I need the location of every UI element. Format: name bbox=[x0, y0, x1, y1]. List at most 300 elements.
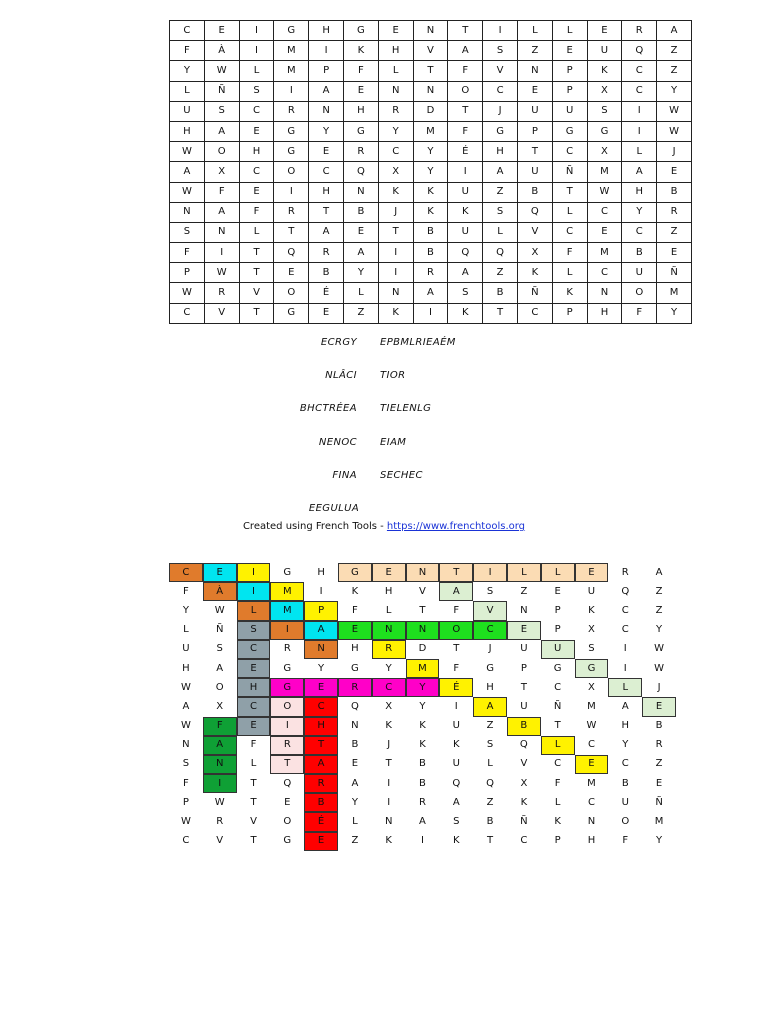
solution-cell: E bbox=[338, 621, 372, 640]
puzzle-cell: M bbox=[413, 121, 448, 141]
solution-cell: V bbox=[216, 835, 224, 847]
solution-cell: Y bbox=[656, 624, 663, 636]
puzzle-cell: E bbox=[587, 222, 622, 242]
word-row bbox=[0, 399, 768, 432]
solution-cell: N bbox=[587, 816, 596, 828]
solution-cell: U bbox=[452, 720, 460, 732]
solution-cell: T bbox=[250, 796, 257, 808]
solution-cell: W bbox=[214, 796, 225, 808]
puzzle-cell: H bbox=[378, 41, 413, 61]
word-item: TIELENLG bbox=[380, 403, 432, 415]
solution-cell: T bbox=[520, 681, 527, 693]
puzzle-cell: F bbox=[170, 41, 205, 61]
solution-cell: A bbox=[304, 621, 338, 640]
solution-row bbox=[169, 774, 676, 793]
solution-cell: W bbox=[214, 604, 225, 616]
solution-cell: H bbox=[486, 681, 494, 693]
solution-cell: T bbox=[304, 736, 338, 755]
puzzle-cell: F bbox=[343, 61, 378, 81]
solution-cell: Q bbox=[621, 585, 630, 597]
solution-cell: E bbox=[351, 758, 359, 770]
puzzle-cell: W bbox=[170, 182, 205, 202]
solution-cell: Q bbox=[519, 739, 528, 751]
solution-cell: Ñ bbox=[215, 624, 224, 636]
puzzle-cell: E bbox=[378, 21, 413, 41]
puzzle-cell: N bbox=[204, 222, 239, 242]
solution-cell: L bbox=[352, 816, 358, 828]
solution-cell: S bbox=[453, 816, 460, 828]
solution-cell: F bbox=[622, 835, 629, 847]
solution-cell: F bbox=[250, 739, 257, 751]
puzzle-cell: Ñ bbox=[517, 283, 552, 303]
puzzle-cell: N bbox=[517, 61, 552, 81]
puzzle-cell: I bbox=[483, 21, 518, 41]
solution-cell: N bbox=[384, 816, 393, 828]
puzzle-cell: E bbox=[343, 81, 378, 101]
puzzle-cell: C bbox=[309, 162, 344, 182]
solution-cell: C bbox=[237, 640, 271, 659]
puzzle-cell: Y bbox=[170, 61, 205, 81]
solution-cell: R bbox=[283, 643, 291, 655]
puzzle-cell: Q bbox=[483, 243, 518, 263]
puzzle-row bbox=[170, 283, 692, 303]
puzzle-cell: U bbox=[622, 263, 657, 283]
puzzle-cell: P bbox=[552, 81, 587, 101]
solution-cell: P bbox=[304, 601, 338, 620]
solution-cell: H bbox=[384, 585, 393, 597]
solution-cell: N bbox=[520, 604, 528, 616]
puzzle-cell: C bbox=[517, 303, 552, 323]
puzzle-cell: T bbox=[448, 21, 483, 41]
solution-cell: Y bbox=[351, 796, 358, 808]
puzzle-cell: Ñ bbox=[552, 162, 587, 182]
solution-cell: G bbox=[351, 662, 359, 674]
solution-cell: G bbox=[575, 659, 609, 678]
puzzle-cell: J bbox=[378, 202, 413, 222]
puzzle-cell: I bbox=[378, 263, 413, 283]
puzzle-cell: T bbox=[483, 303, 518, 323]
solution-cell: T bbox=[270, 755, 304, 774]
solution-cell: E bbox=[642, 697, 676, 716]
puzzle-cell: E bbox=[239, 182, 274, 202]
solution-cell: Z bbox=[486, 720, 494, 732]
puzzle-cell: K bbox=[343, 41, 378, 61]
puzzle-cell: R bbox=[343, 142, 378, 162]
puzzle-cell: P bbox=[552, 61, 587, 81]
puzzle-cell: E bbox=[517, 81, 552, 101]
solution-cell: R bbox=[338, 678, 372, 697]
puzzle-cell: F bbox=[622, 303, 657, 323]
solution-cell: X bbox=[385, 700, 393, 712]
solution-cell: R bbox=[304, 774, 338, 793]
puzzle-cell: L bbox=[170, 81, 205, 101]
puzzle-row bbox=[170, 202, 692, 222]
solution-cell: I bbox=[270, 717, 304, 736]
puzzle-cell: C bbox=[622, 61, 657, 81]
solution-cell: C bbox=[304, 697, 338, 716]
solution-cell: G bbox=[553, 662, 562, 674]
puzzle-cell: W bbox=[204, 263, 239, 283]
solution-cell: V bbox=[250, 816, 257, 828]
solution-cell: H bbox=[182, 662, 190, 674]
credit-text: Created using French Tools - bbox=[242, 521, 387, 532]
puzzle-cell: S bbox=[170, 222, 205, 242]
puzzle-cell: M bbox=[587, 162, 622, 182]
solution-row bbox=[169, 640, 676, 659]
puzzle-cell: P bbox=[552, 303, 587, 323]
solution-row bbox=[169, 755, 676, 774]
puzzle-cell: B bbox=[413, 222, 448, 242]
solution-cell: L bbox=[237, 601, 271, 620]
puzzle-cell: E bbox=[239, 121, 274, 141]
solution-cell: E bbox=[284, 796, 291, 808]
solution-cell: H bbox=[587, 835, 596, 847]
puzzle-cell: G bbox=[587, 121, 622, 141]
puzzle-cell: A bbox=[309, 222, 344, 242]
puzzle-cell: T bbox=[517, 142, 552, 162]
solution-cell: H bbox=[237, 678, 271, 697]
solution-cell: L bbox=[541, 736, 575, 755]
solution-cell: F bbox=[203, 717, 237, 736]
puzzle-cell: N bbox=[309, 101, 344, 121]
solution-cell: G bbox=[283, 835, 292, 847]
puzzle-cell: N bbox=[378, 81, 413, 101]
puzzle-cell: K bbox=[587, 61, 622, 81]
solution-cell: S bbox=[486, 585, 494, 597]
puzzle-cell: L bbox=[483, 222, 518, 242]
puzzle-cell: L bbox=[622, 142, 657, 162]
solution-cell: H bbox=[317, 566, 325, 578]
puzzle-cell: T bbox=[552, 182, 587, 202]
puzzle-cell: O bbox=[448, 81, 483, 101]
solution-cell: T bbox=[419, 604, 426, 616]
solution-cell: X bbox=[588, 624, 595, 636]
solution-cell: C bbox=[520, 835, 528, 847]
solution-cell: F bbox=[554, 777, 561, 789]
solution-cell: Y bbox=[419, 700, 426, 712]
puzzle-row bbox=[170, 222, 692, 242]
solution-cell: J bbox=[488, 643, 492, 655]
solution-cell: E bbox=[203, 563, 237, 582]
solution-row bbox=[169, 678, 676, 697]
solution-cell: E bbox=[554, 585, 561, 597]
puzzle-cell: Q bbox=[343, 162, 378, 182]
puzzle-row bbox=[170, 21, 692, 41]
solution-cell: E bbox=[304, 678, 338, 697]
solution-cell: F bbox=[183, 777, 189, 789]
solution-cell: T bbox=[453, 643, 460, 655]
puzzle-cell: Q bbox=[448, 243, 483, 263]
solution-cell: U bbox=[541, 640, 575, 659]
solution-cell: B bbox=[304, 793, 338, 812]
solution-cell: U bbox=[520, 643, 528, 655]
solution-cell: É bbox=[439, 678, 473, 697]
puzzle-cell: P bbox=[170, 263, 205, 283]
solution-cell: E bbox=[507, 621, 541, 640]
solution-cell: N bbox=[372, 621, 406, 640]
solution-cell: I bbox=[237, 563, 271, 582]
puzzle-cell: U bbox=[587, 41, 622, 61]
puzzle-cell: F bbox=[204, 182, 239, 202]
puzzle-cell: H bbox=[622, 182, 657, 202]
solution-cell: D bbox=[418, 643, 427, 655]
word-row bbox=[0, 366, 768, 399]
solution-cell: A bbox=[351, 777, 359, 789]
solution-cell: C bbox=[182, 835, 190, 847]
puzzle-cell: L bbox=[552, 21, 587, 41]
puzzle-cell: U bbox=[448, 222, 483, 242]
puzzle-cell: X bbox=[204, 162, 239, 182]
word-row bbox=[0, 333, 768, 366]
puzzle-cell: Z bbox=[657, 41, 692, 61]
solution-cell: Y bbox=[406, 678, 440, 697]
solution-cell: H bbox=[304, 717, 338, 736]
puzzle-cell: A bbox=[448, 41, 483, 61]
puzzle-cell: I bbox=[622, 101, 657, 121]
puzzle-cell: À bbox=[204, 41, 239, 61]
solution-row bbox=[169, 601, 676, 620]
puzzle-cell: I bbox=[239, 41, 274, 61]
solution-cell: Z bbox=[351, 835, 359, 847]
puzzle-cell: I bbox=[413, 303, 448, 323]
puzzle-cell: S bbox=[239, 81, 274, 101]
puzzle-cell: V bbox=[239, 283, 274, 303]
solution-cell: Z bbox=[655, 758, 663, 770]
solution-cell: G bbox=[270, 678, 304, 697]
solution-cell: S bbox=[182, 758, 190, 770]
solution-row bbox=[169, 697, 676, 716]
puzzle-cell: F bbox=[170, 243, 205, 263]
word-item: BHCTRÉEA bbox=[299, 403, 357, 415]
solution-cell: I bbox=[623, 643, 627, 655]
puzzle-cell: É bbox=[309, 283, 344, 303]
puzzle-cell: W bbox=[587, 182, 622, 202]
puzzle-row bbox=[170, 303, 692, 323]
puzzle-cell: T bbox=[239, 263, 274, 283]
solution-cell: K bbox=[452, 835, 460, 847]
puzzle-cell: V bbox=[413, 41, 448, 61]
puzzle-cell: Z bbox=[517, 41, 552, 61]
solution-cell: L bbox=[507, 563, 541, 582]
solution-cell: F bbox=[183, 585, 189, 597]
frenchtools-link[interactable]: https://www.frenchtools.org bbox=[386, 521, 526, 532]
puzzle-cell: B bbox=[309, 263, 344, 283]
puzzle-cell: I bbox=[274, 182, 309, 202]
solution-cell: T bbox=[487, 835, 494, 847]
puzzle-cell: N bbox=[343, 182, 378, 202]
puzzle-cell: R bbox=[274, 202, 309, 222]
solution-cell: J bbox=[387, 739, 391, 751]
puzzle-cell: A bbox=[622, 162, 657, 182]
solution-cell: T bbox=[554, 720, 561, 732]
solution-cell: I bbox=[319, 585, 323, 597]
solution-cell: I bbox=[473, 563, 507, 582]
solution-cell: Y bbox=[318, 662, 325, 674]
solution-cell: S bbox=[216, 643, 223, 655]
solution-cell: Y bbox=[385, 662, 392, 674]
solution-cell: T bbox=[385, 758, 392, 770]
puzzle-cell: Z bbox=[483, 182, 518, 202]
puzzle-cell: C bbox=[587, 263, 622, 283]
solution-cell: I bbox=[387, 777, 391, 789]
solution-cell: W bbox=[180, 816, 191, 828]
puzzle-cell: F bbox=[448, 61, 483, 81]
solution-cell: B bbox=[655, 720, 663, 732]
puzzle-cell: U bbox=[517, 101, 552, 121]
puzzle-cell: M bbox=[274, 61, 309, 81]
solution-cell: E bbox=[372, 563, 406, 582]
solution-cell: C bbox=[621, 604, 629, 616]
solution-cell: A bbox=[419, 816, 426, 828]
puzzle-cell: B bbox=[483, 283, 518, 303]
solution-cell: U bbox=[182, 643, 190, 655]
puzzle-cell: N bbox=[170, 202, 205, 222]
puzzle-cell: H bbox=[239, 142, 274, 162]
puzzle-cell: Y bbox=[309, 121, 344, 141]
puzzle-cell: N bbox=[413, 21, 448, 41]
solution-cell: I bbox=[421, 835, 424, 847]
puzzle-cell: C bbox=[239, 162, 274, 182]
puzzle-cell: C bbox=[170, 303, 205, 323]
puzzle-cell: E bbox=[552, 41, 587, 61]
puzzle-cell: A bbox=[309, 81, 344, 101]
solution-cell: O bbox=[215, 681, 224, 693]
puzzle-cell: C bbox=[552, 222, 587, 242]
puzzle-cell: V bbox=[517, 222, 552, 242]
solution-cell: E bbox=[237, 717, 271, 736]
solution-cell: P bbox=[554, 604, 561, 616]
solution-cell: A bbox=[216, 662, 224, 674]
puzzle-cell: O bbox=[274, 283, 309, 303]
puzzle-cell: C bbox=[239, 101, 274, 121]
solution-cell: N bbox=[406, 563, 440, 582]
solution-cell: Z bbox=[520, 585, 528, 597]
solution-cell: À bbox=[203, 582, 237, 601]
puzzle-cell: I bbox=[622, 121, 657, 141]
solution-cell: I bbox=[387, 796, 391, 808]
solution-cell: G bbox=[283, 566, 292, 578]
solution-cell: U bbox=[587, 585, 596, 597]
puzzle-cell: Q bbox=[622, 41, 657, 61]
solution-cell: Y bbox=[182, 604, 189, 616]
puzzle-cell: B bbox=[343, 202, 378, 222]
solution-cell: N bbox=[304, 640, 338, 659]
puzzle-cell: T bbox=[413, 61, 448, 81]
solution-cell: N bbox=[203, 755, 237, 774]
solution-cell: A bbox=[473, 697, 507, 716]
solution-cell: O bbox=[621, 816, 630, 828]
solution-row bbox=[169, 563, 676, 582]
solution-cell: F bbox=[453, 604, 460, 616]
solution-cell: T bbox=[439, 563, 473, 582]
puzzle-cell: M bbox=[657, 283, 692, 303]
word-item: FINA bbox=[332, 469, 357, 481]
solution-cell: B bbox=[351, 739, 359, 751]
solution-cell: M bbox=[406, 659, 440, 678]
puzzle-cell: T bbox=[274, 222, 309, 242]
puzzle-cell: R bbox=[378, 101, 413, 121]
solution-cell: R bbox=[419, 796, 426, 808]
puzzle-cell: G bbox=[552, 121, 587, 141]
puzzle-cell: C bbox=[587, 202, 622, 222]
puzzle-cell: A bbox=[170, 162, 205, 182]
solution-cell: J bbox=[657, 681, 661, 693]
puzzle-row bbox=[170, 81, 692, 101]
puzzle-cell: G bbox=[274, 303, 309, 323]
puzzle-cell: A bbox=[204, 202, 239, 222]
puzzle-cell: F bbox=[552, 243, 587, 263]
puzzle-cell: O bbox=[204, 142, 239, 162]
puzzle-cell: H bbox=[170, 121, 205, 141]
puzzle-cell: K bbox=[448, 303, 483, 323]
solution-cell: W bbox=[654, 662, 664, 674]
puzzle-cell: K bbox=[552, 283, 587, 303]
solution-cell: K bbox=[351, 585, 359, 597]
solution-cell: T bbox=[250, 835, 257, 847]
puzzle-cell: Z bbox=[483, 263, 518, 283]
solution-cell: F bbox=[352, 604, 358, 616]
solution-cell: T bbox=[250, 777, 257, 789]
solution-cell: C bbox=[473, 621, 507, 640]
solution-cell: E bbox=[304, 832, 338, 851]
puzzle-cell: W bbox=[657, 101, 692, 121]
solution-cell: I bbox=[270, 621, 304, 640]
solution-cell: S bbox=[588, 643, 595, 655]
puzzle-cell: J bbox=[483, 101, 518, 121]
puzzle-cell: S bbox=[483, 202, 518, 222]
puzzle-cell: A bbox=[413, 283, 448, 303]
solution-cell: U bbox=[621, 796, 629, 808]
solution-cell: I bbox=[623, 662, 627, 674]
solution-cell: A bbox=[182, 700, 190, 712]
solution-cell: G bbox=[338, 563, 372, 582]
solution-cell: L bbox=[385, 604, 392, 616]
puzzle-cell: U bbox=[517, 162, 552, 182]
solution-cell: E bbox=[655, 777, 663, 789]
solution-cell: Ñ bbox=[655, 796, 663, 808]
solution-cell: W bbox=[586, 720, 597, 732]
puzzle-cell: S bbox=[587, 101, 622, 121]
puzzle-cell: F bbox=[239, 202, 274, 222]
solution-cell: X bbox=[588, 681, 595, 693]
solution-row bbox=[169, 832, 676, 851]
solution-cell: C bbox=[554, 681, 562, 693]
puzzle-cell: E bbox=[274, 263, 309, 283]
solution-cell: V bbox=[520, 758, 528, 770]
word-item: EEGULUA bbox=[308, 502, 360, 514]
puzzle-cell: W bbox=[204, 61, 239, 81]
solution-cell: K bbox=[588, 604, 595, 616]
word-item: EPBMLRIEAÉM bbox=[380, 337, 456, 348]
solution-cell: P bbox=[182, 796, 189, 808]
solution-cell: X bbox=[216, 700, 224, 712]
puzzle-cell: C bbox=[378, 142, 413, 162]
solution-cell: R bbox=[372, 640, 406, 659]
puzzle-cell: C bbox=[622, 222, 657, 242]
solution-cell: K bbox=[520, 796, 528, 808]
solution-cell: I bbox=[454, 700, 458, 712]
solution-cell: L bbox=[554, 796, 561, 808]
word-item: NENOC bbox=[318, 436, 357, 448]
puzzle-cell: H bbox=[587, 303, 622, 323]
solution-cell: L bbox=[541, 563, 575, 582]
solution-cell: V bbox=[419, 585, 426, 597]
puzzle-cell: E bbox=[587, 21, 622, 41]
solution-row bbox=[169, 717, 676, 736]
puzzle-cell: K bbox=[413, 202, 448, 222]
solution-cell: A bbox=[621, 700, 629, 712]
puzzle-cell: B bbox=[413, 243, 448, 263]
